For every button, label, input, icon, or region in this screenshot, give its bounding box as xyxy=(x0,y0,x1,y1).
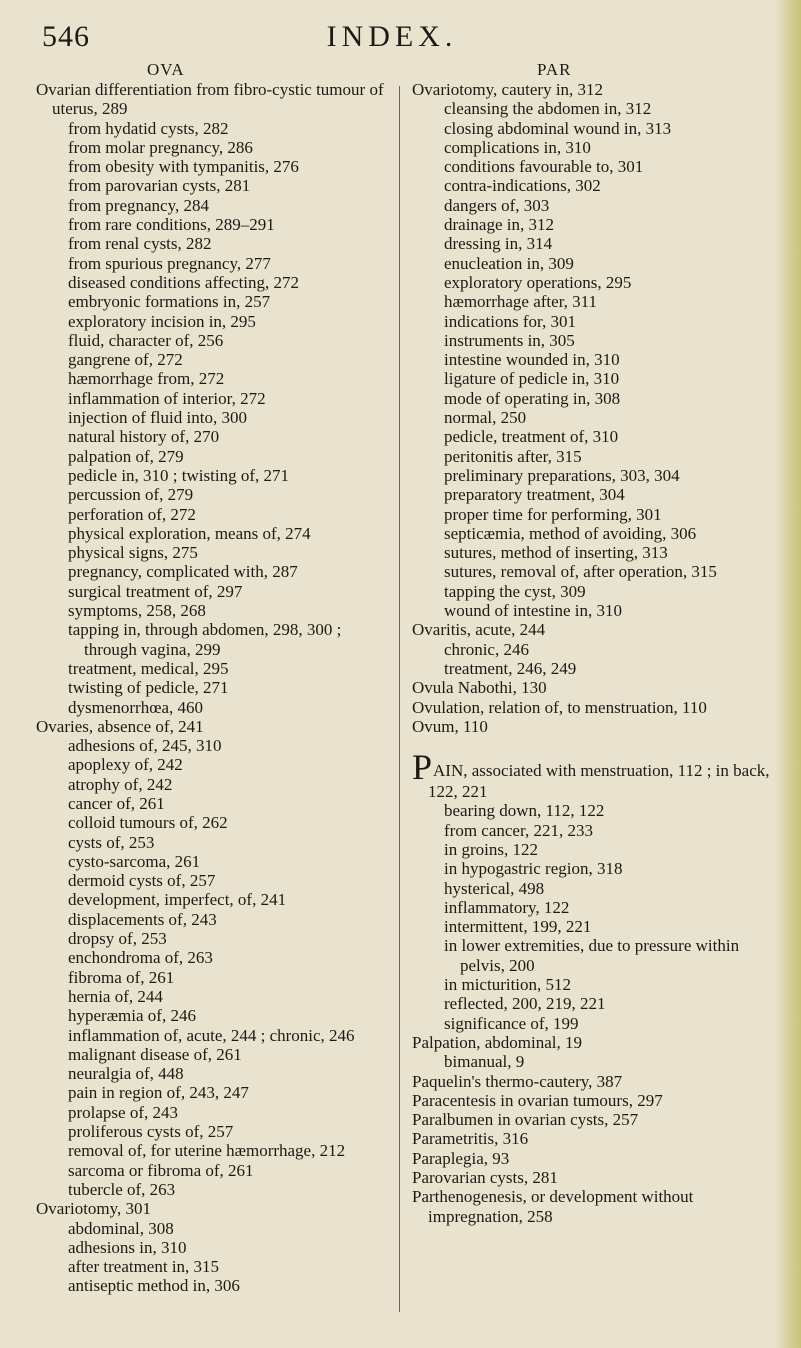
entry-text: palpation of, 279 xyxy=(68,446,184,466)
index-subentry xyxy=(412,524,782,543)
entry-text: physical exploration, means of, 274 xyxy=(68,523,311,543)
right-column-head: PAR xyxy=(537,60,572,79)
index-subentry xyxy=(412,601,782,620)
entry-text: from hydatid cysts, 282 xyxy=(68,118,229,138)
index-subentry xyxy=(36,736,398,755)
entry-text: from renal cysts, 282 xyxy=(68,234,212,254)
entry-text: inflammatory, 122 xyxy=(444,897,570,917)
entry-text: prolapse of, 243 xyxy=(68,1102,179,1122)
index-subentry xyxy=(36,948,398,967)
entry-text: after treatment in, 315 xyxy=(68,1257,220,1277)
index-subentry xyxy=(412,234,782,253)
index-subentry xyxy=(412,859,782,878)
index-subentry xyxy=(36,1180,398,1199)
index-subentry xyxy=(412,466,782,485)
index-subentry xyxy=(36,698,398,717)
index-subentry xyxy=(36,427,398,446)
index-subentry xyxy=(36,755,398,774)
entry-text: ligature of pedicle in, 310 xyxy=(444,369,620,389)
index-subentry xyxy=(36,1141,398,1160)
index-subentry xyxy=(412,408,782,427)
index-subentry xyxy=(412,562,782,581)
index-subentry xyxy=(36,852,398,871)
index-subentry xyxy=(412,196,782,215)
entry-text: Parthenogenesis, or development without impregnation, 258 xyxy=(412,1187,694,1226)
index-subentry xyxy=(36,775,398,794)
entry-text: intermittent, 199, 221 xyxy=(444,917,592,937)
entry-text: Ovarian differentiation from fibro-cystic tumour of uterus, 289 xyxy=(36,80,384,119)
entry-text: Parametritis, 316 xyxy=(412,1129,529,1149)
index-entry xyxy=(412,1149,782,1168)
entry-text: cysto-sarcoma, 261 xyxy=(68,851,201,871)
index-subentry xyxy=(36,1219,398,1238)
index-subentry xyxy=(36,485,398,504)
index-subentry xyxy=(36,408,398,427)
index-entry xyxy=(412,1110,782,1129)
index-subentry xyxy=(412,936,782,975)
index-subentry xyxy=(412,273,782,292)
entry-text: Ovaritis, acute, 244 xyxy=(412,620,546,640)
entry-text: drainage in, 312 xyxy=(444,215,554,235)
index-subentry xyxy=(412,821,782,840)
index-subentry xyxy=(36,447,398,466)
index-subentry xyxy=(412,994,782,1013)
entry-text: dressing in, 314 xyxy=(444,234,553,254)
index-subentry xyxy=(36,350,398,369)
index-subentry xyxy=(36,813,398,832)
entry-text: fluid, character of, 256 xyxy=(68,330,224,350)
index-entry xyxy=(36,1199,398,1218)
entry-text: bearing down, 112, 122 xyxy=(444,801,605,821)
index-subentry xyxy=(412,427,782,446)
entry-text: embryonic formations in, 257 xyxy=(68,292,271,312)
entry-text: Ovum, 110 xyxy=(412,716,488,736)
index-subentry xyxy=(36,331,398,350)
index-subentry xyxy=(412,801,782,820)
entry-text: from pregnancy, 284 xyxy=(68,195,209,215)
index-subentry xyxy=(36,1161,398,1180)
index-entry xyxy=(412,1129,782,1148)
index-subentry xyxy=(412,119,782,138)
entry-text: from rare conditions, 289–291 xyxy=(68,215,275,235)
entry-text: Paracentesis in ovarian tumours, 297 xyxy=(412,1090,663,1110)
index-subentry xyxy=(36,543,398,562)
entry-text: complications in, 310 xyxy=(444,137,591,157)
index-subentry xyxy=(36,1083,398,1102)
entry-text: cleansing the abdomen in, 312 xyxy=(444,99,652,119)
entry-text: surgical treatment of, 297 xyxy=(68,581,243,601)
index-subentry xyxy=(36,254,398,273)
index-subentry xyxy=(412,898,782,917)
entry-text: proper time for performing, 301 xyxy=(444,504,662,524)
entry-text: inflammation of, acute, 244 ; chronic, 246 xyxy=(68,1025,355,1045)
index-subentry xyxy=(36,1103,398,1122)
index-subentry xyxy=(412,840,782,859)
entry-text: hyperæmia of, 246 xyxy=(68,1006,196,1026)
entry-text: malignant disease of, 261 xyxy=(68,1044,242,1064)
entry-text: dangers of, 303 xyxy=(444,195,550,215)
entry-text: abdominal, 308 xyxy=(68,1218,174,1238)
entry-text: antiseptic method in, 306 xyxy=(68,1276,240,1296)
entry-text: tubercle of, 263 xyxy=(68,1179,176,1199)
entry-text: treatment, 246, 249 xyxy=(444,658,577,678)
entry-text: Ovariotomy, 301 xyxy=(36,1199,152,1219)
index-subentry xyxy=(36,833,398,852)
entry-text: cancer of, 261 xyxy=(68,793,165,813)
index-subentry xyxy=(412,99,782,118)
index-subentry xyxy=(412,389,782,408)
entry-text: in micturition, 512 xyxy=(444,975,572,995)
index-subentry xyxy=(36,119,398,138)
right-column xyxy=(412,80,782,1226)
entry-text: pedicle in, 310 ; twisting of, 271 xyxy=(68,465,289,485)
index-subentry xyxy=(36,138,398,157)
entry-text: proliferous cysts of, 257 xyxy=(68,1122,234,1142)
entry-text: wound of intestine in, 310 xyxy=(444,601,623,621)
entry-text: adhesions in, 310 xyxy=(68,1237,187,1257)
entry-text: adhesions of, 245, 310 xyxy=(68,736,222,756)
entry-text: pain in region of, 243, 247 xyxy=(68,1083,249,1103)
index-subentry xyxy=(412,350,782,369)
entry-text: dermoid cysts of, 257 xyxy=(68,871,216,891)
index-subentry xyxy=(412,917,782,936)
index-subentry xyxy=(36,620,398,659)
entry-text: from molar pregnancy, 286 xyxy=(68,137,253,157)
entry-text: Ovaries, absence of, 241 xyxy=(36,716,204,736)
index-subentry xyxy=(412,254,782,273)
entry-text: indications for, 301 xyxy=(444,311,576,331)
entry-text: Paralbumen in ovarian cysts, 257 xyxy=(412,1110,639,1130)
entry-text: Paraplegia, 93 xyxy=(412,1148,510,1168)
entry-text: Ovulation, relation of, to menstruation, 110 xyxy=(412,697,707,717)
entry-text: bimanual, 9 xyxy=(444,1052,525,1072)
index-subentry xyxy=(36,1064,398,1083)
left-column-head: OVA xyxy=(147,60,185,79)
index-subentry xyxy=(412,447,782,466)
index-subentry xyxy=(412,176,782,195)
index-subentry xyxy=(36,1257,398,1276)
entry-text: chronic, 246 xyxy=(444,639,529,659)
index-subentry xyxy=(36,1026,398,1045)
index-subentry xyxy=(36,505,398,524)
entry-text: neuralgia of, 448 xyxy=(68,1064,184,1084)
entry-text: hysterical, 498 xyxy=(444,878,545,898)
index-subentry xyxy=(36,1006,398,1025)
entry-text: from parovarian cysts, 281 xyxy=(68,176,251,196)
entry-text: sutures, removal of, after operation, 315 xyxy=(444,562,717,582)
index-subentry xyxy=(36,871,398,890)
section-gap xyxy=(412,736,782,752)
index-subentry xyxy=(412,879,782,898)
entry-text: cysts of, 253 xyxy=(68,832,155,852)
entry-text: exploratory operations, 295 xyxy=(444,272,632,292)
index-subentry xyxy=(36,312,398,331)
entry-text: instruments in, 305 xyxy=(444,330,575,350)
running-head xyxy=(42,20,742,60)
index-subentry xyxy=(36,1276,398,1295)
index-subentry xyxy=(36,678,398,697)
index-subentry xyxy=(412,1014,782,1033)
index-subentry xyxy=(412,331,782,350)
entry-text: from spurious pregnancy, 277 xyxy=(68,253,271,273)
entry-text: Ovula Nabothi, 130 xyxy=(412,678,547,698)
entry-text: contra-indications, 302 xyxy=(444,176,601,196)
entry-text: mode of operating in, 308 xyxy=(444,388,621,408)
index-title: INDEX. xyxy=(326,20,458,53)
index-entry xyxy=(36,717,398,736)
entry-text: injection of fluid into, 300 xyxy=(68,408,247,428)
index-entry xyxy=(412,1091,782,1110)
entry-text: Paquelin's thermo-cautery, 387 xyxy=(412,1071,623,1091)
index-subentry xyxy=(412,157,782,176)
index-subentry xyxy=(36,968,398,987)
index-subentry xyxy=(36,389,398,408)
entry-text: normal, 250 xyxy=(444,408,527,428)
entry-text: tapping in, through abdomen, 298, 300 ; through vagina, 299 xyxy=(68,620,342,659)
entry-text: preparatory treatment, 304 xyxy=(444,485,625,505)
index-subentry xyxy=(36,890,398,909)
index-subentry xyxy=(412,505,782,524)
entry-text: removal of, for uterine hæmorrhage, 212 xyxy=(68,1141,346,1161)
page-number: 546 xyxy=(42,20,90,53)
entry-text: AIN, associated with menstruation, 112 ; in back, 122, 221 xyxy=(428,761,770,802)
entry-text: inflammation of interior, 272 xyxy=(68,388,266,408)
index-subentry xyxy=(36,659,398,678)
entry-text: from obesity with tympanitis, 276 xyxy=(68,157,299,177)
entry-text: fibroma of, 261 xyxy=(68,967,175,987)
entry-text: enucleation in, 309 xyxy=(444,253,574,273)
index-subentry xyxy=(36,369,398,388)
index-entry xyxy=(36,80,398,119)
entry-text: percussion of, 279 xyxy=(68,485,194,505)
entry-text: colloid tumours of, 262 xyxy=(68,813,228,833)
entry-text: preliminary preparations, 303, 304 xyxy=(444,465,680,485)
index-subentry xyxy=(412,138,782,157)
index-entry xyxy=(412,80,782,99)
index-subentry xyxy=(36,466,398,485)
entry-text: reflected, 200, 219, 221 xyxy=(444,994,606,1014)
entry-text: sutures, method of inserting, 313 xyxy=(444,543,668,563)
index-subentry xyxy=(412,582,782,601)
index-subentry xyxy=(36,215,398,234)
entry-text: physical signs, 275 xyxy=(68,543,198,563)
index-subentry xyxy=(412,975,782,994)
column-divider xyxy=(399,86,400,1312)
index-subentry xyxy=(412,543,782,562)
index-subentry xyxy=(36,562,398,581)
index-subentry xyxy=(36,1122,398,1141)
entry-text: hernia of, 244 xyxy=(68,986,163,1006)
index-subentry xyxy=(36,1045,398,1064)
index-subentry xyxy=(412,659,782,678)
entry-text: development, imperfect, of, 241 xyxy=(68,890,287,910)
index-entry xyxy=(412,698,782,717)
index-entry xyxy=(412,717,782,736)
index-subentry xyxy=(412,215,782,234)
index-entry xyxy=(412,678,782,697)
entry-text: enchondroma of, 263 xyxy=(68,948,213,968)
entry-text: pedicle, treatment of, 310 xyxy=(444,427,619,447)
entry-text: peritonitis after, 315 xyxy=(444,446,582,466)
index-subentry xyxy=(412,640,782,659)
index-subentry xyxy=(36,524,398,543)
index-subentry xyxy=(412,485,782,504)
index-subentry xyxy=(36,292,398,311)
entry-text: apoplexy of, 242 xyxy=(68,755,183,775)
index-subentry xyxy=(412,1052,782,1071)
index-subentry xyxy=(412,369,782,388)
entry-text: dropsy of, 253 xyxy=(68,929,167,949)
entry-text: Ovariotomy, cautery in, 312 xyxy=(412,80,604,99)
entry-text: from cancer, 221, 233 xyxy=(444,820,593,840)
entry-text: septicæmia, method of avoiding, 306 xyxy=(444,523,697,543)
entry-text: hæmorrhage after, 311 xyxy=(444,292,598,312)
entry-text: significance of, 199 xyxy=(444,1013,579,1033)
index-subentry xyxy=(36,987,398,1006)
index-subentry xyxy=(36,601,398,620)
index-entry xyxy=(412,1168,782,1187)
index-subentry xyxy=(412,292,782,311)
index-entry xyxy=(412,1033,782,1052)
index-subentry xyxy=(36,910,398,929)
entry-text: natural history of, 270 xyxy=(68,427,220,447)
entry-text: conditions favourable to, 301 xyxy=(444,157,644,177)
entry-text: Parovarian cysts, 281 xyxy=(412,1168,558,1188)
entry-text: atrophy of, 242 xyxy=(68,774,173,794)
index-subentry xyxy=(36,196,398,215)
entry-text: closing abdominal wound in, 313 xyxy=(444,118,672,138)
entry-text: twisting of pedicle, 271 xyxy=(68,678,229,698)
entry-text: symptoms, 258, 268 xyxy=(68,601,206,621)
entry-text: diseased conditions affecting, 272 xyxy=(68,272,300,292)
index-subentry xyxy=(412,312,782,331)
entry-text: tapping the cyst, 309 xyxy=(444,581,586,601)
drop-cap: P xyxy=(412,747,433,788)
entry-text: in lower extremities, due to pressure within pelvis, 200 xyxy=(444,936,740,975)
entry-text: hæmorrhage from, 272 xyxy=(68,369,225,389)
entry-text: dysmenorrhœa, 460 xyxy=(68,697,204,717)
index-entry xyxy=(412,620,782,639)
index-entry xyxy=(412,1187,782,1226)
index-subentry xyxy=(36,234,398,253)
index-subentry xyxy=(36,273,398,292)
entry-text: gangrene of, 272 xyxy=(68,350,183,370)
entry-text: intestine wounded in, 310 xyxy=(444,350,620,370)
entry-text: displacements of, 243 xyxy=(68,909,217,929)
left-column xyxy=(36,80,398,1296)
index-subentry xyxy=(36,794,398,813)
entry-text: pregnancy, complicated with, 287 xyxy=(68,562,298,582)
index-subentry xyxy=(36,176,398,195)
entry-text: Palpation, abdominal, 19 xyxy=(412,1032,582,1052)
entry-text: treatment, medical, 295 xyxy=(68,658,229,678)
entry-text: in groins, 122 xyxy=(444,839,538,859)
index-entry xyxy=(412,747,782,802)
index-subentry xyxy=(36,929,398,948)
entry-text: perforation of, 272 xyxy=(68,504,196,524)
index-subentry xyxy=(36,582,398,601)
index-subentry xyxy=(36,157,398,176)
entry-text: exploratory incision in, 295 xyxy=(68,311,256,331)
index-subentry xyxy=(36,1238,398,1257)
entry-text: sarcoma or fibroma of, 261 xyxy=(68,1160,254,1180)
index-entry xyxy=(412,1072,782,1091)
entry-text: in hypogastric region, 318 xyxy=(444,859,623,879)
